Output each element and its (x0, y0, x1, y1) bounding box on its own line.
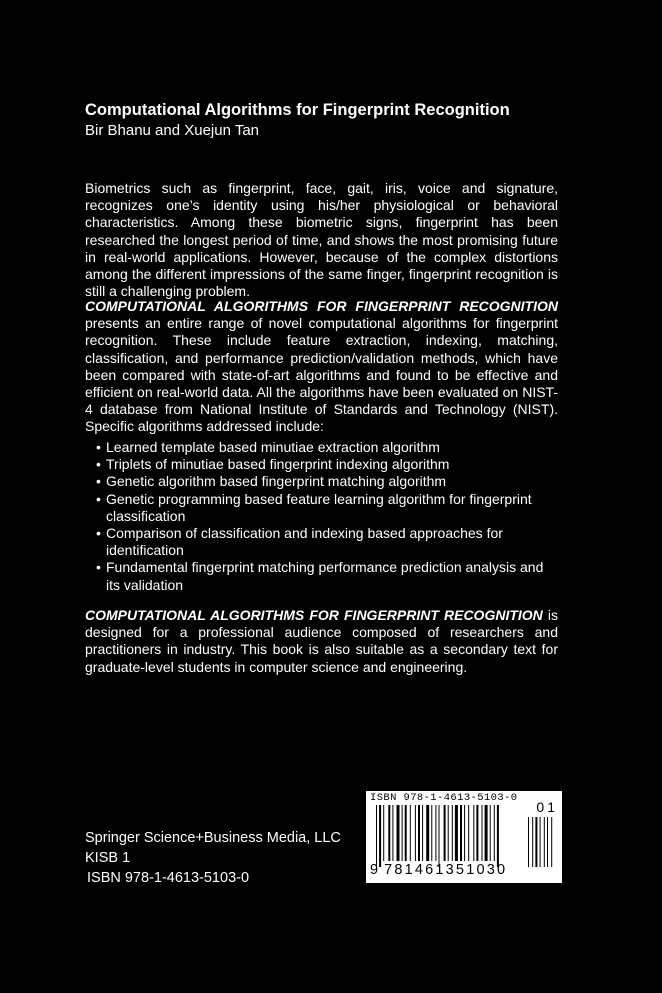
book-title-emphasis: COMPUTATIONAL ALGORITHMS FOR FINGERPRINT RECOGNITION (85, 607, 543, 623)
list-item: • Genetic algorithm based fingerprint matching algorithm (96, 473, 556, 490)
barcode-bar (435, 805, 436, 861)
list-item: • Fundamental fingerprint matching performance prediction analysis and its validation (96, 559, 556, 593)
list-item: • Genetic programming based feature learning algorithm for fingerprint classification (96, 491, 556, 525)
paragraph-3-text: is designed for a professional audience composed of researchers and practitioners in industry. This book is also suitable as a secondary text for graduate-level students in computer science and engineering. (85, 607, 558, 675)
list-item: • Learned template based minutiae extraction algorithm (96, 439, 556, 456)
barcode-bar (410, 805, 411, 861)
barcode-bar (482, 805, 483, 861)
barcode-bar (476, 805, 478, 861)
barcode-bar (485, 805, 488, 861)
barcode-digit-group-1: 781461 (384, 862, 446, 878)
isbn-barcode (366, 791, 562, 883)
barcode-bar (460, 805, 462, 861)
barcode-bar (464, 805, 465, 861)
description-paragraph-3 (85, 607, 558, 676)
barcode-lead-digit: 9 (370, 862, 379, 878)
barcode-bar (439, 805, 440, 867)
barcode-addon-bar (528, 817, 529, 867)
kisb-code: KISB 1 (85, 850, 131, 866)
barcode-digits (370, 862, 507, 878)
barcode-addon-bar (551, 817, 552, 867)
barcode-bar (392, 805, 393, 861)
barcode-bar (494, 805, 495, 861)
barcode-addon-bar (535, 817, 537, 867)
barcode-bar (405, 805, 407, 861)
list-item: • Comparison of classification and indexing based approaches for identification (96, 525, 556, 559)
barcode-bar (452, 805, 453, 861)
barcode-bar (448, 805, 449, 861)
barcode-bar (418, 805, 420, 861)
barcode-bar (444, 805, 446, 861)
barcode-digit-group-2: 351030 (445, 862, 508, 878)
barcode-addon-bar (532, 817, 533, 867)
barcode-bar (422, 805, 423, 861)
barcode-addon-bar (544, 817, 545, 867)
barcode-bar (397, 805, 400, 861)
barcode-bar (497, 805, 499, 867)
barcode-bar (383, 805, 384, 861)
barcode-bar (376, 805, 377, 867)
publisher-block (85, 828, 341, 888)
barcode-bar (468, 805, 469, 861)
barcode-bar (388, 805, 390, 861)
barcode-addon-digits: 01 (536, 799, 558, 815)
publisher-name: Springer Science+Business Media, LLC (85, 830, 341, 846)
book-title: Computational Algorithms for Fingerprint Recognition (85, 101, 510, 119)
book-title-emphasis: COMPUTATIONAL ALGORITHMS FOR FINGERPRINT RECOGNITION (85, 298, 558, 314)
barcode-bar (415, 805, 416, 861)
algorithm-list (96, 439, 556, 594)
barcode-addon-bar (547, 817, 548, 867)
barcode-bar (402, 805, 403, 861)
barcode-addon-bar (540, 817, 541, 867)
paragraph-2-text: presents an entire range of novel computational algorithms for fingerprint recognition. These include feature extraction, indexing, matching, classification, and performance prediction/validation methods, which have been compared with state-of-art algorithms and found to be effective and efficient on real-world data. All the algorithms have been evaluated on NIST-4 database from National Institute of Standards and Technology (NIST). Specific algorithms addressed include: (85, 315, 558, 435)
book-authors: Bir Bhanu and Xuejun Tan (85, 122, 260, 139)
barcode-bar (473, 805, 474, 861)
barcode-bar (455, 805, 458, 861)
barcode-bar (490, 805, 491, 861)
barcode-bar (431, 805, 432, 861)
barcode-bar (379, 805, 381, 867)
list-item: • Triplets of minutiae based fingerprint indexing algorithm (96, 456, 556, 473)
publisher-isbn: ISBN 978-1-4613-5103-0 (87, 870, 250, 886)
description-paragraph-2 (85, 298, 558, 436)
barcode-isbn-label: ISBN 978-1-4613-5103-0 (370, 792, 518, 804)
barcode-bar (426, 805, 429, 861)
description-paragraph-1: Biometrics such as fingerprint, face, gait, iris, voice and signature, recognizes one’s identity using his/her physiological or behavioral characteristics. Among these biometric signs, fingerprint has been researched the longest period of time, and shows the most promising future in real-world applications. However, because of the complex distortions among the different impressions of the same finger, fingerprint recognition is still a challenging problem. (85, 180, 558, 300)
